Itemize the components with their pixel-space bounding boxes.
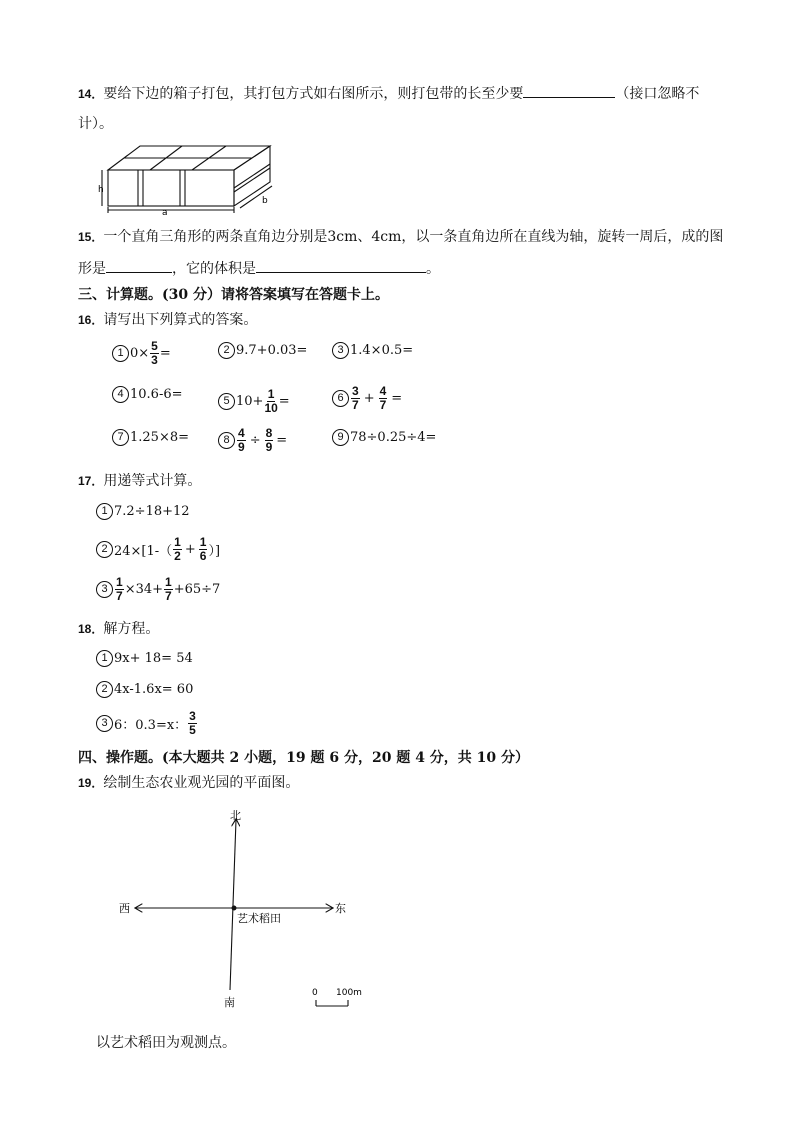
q16-number: 16． xyxy=(78,313,104,327)
q15-line2-b: ，它的体积是 xyxy=(172,261,256,277)
q18-item-2 xyxy=(96,681,193,698)
q17-item-3 xyxy=(96,576,220,603)
q18-number: 18． xyxy=(78,622,104,636)
q19-number: 19． xyxy=(78,776,104,790)
expr-eq: = xyxy=(159,346,171,361)
fraction: $\frac{1}{2}$ xyxy=(174,535,181,563)
fraction: $\frac{1}{7}$ xyxy=(116,575,123,603)
q18-item-3 xyxy=(96,710,198,737)
fig-label-a: a xyxy=(162,208,168,216)
center-point xyxy=(232,906,237,911)
west-label: 西 xyxy=(119,902,130,915)
circle-number: 3 xyxy=(332,342,349,359)
circle-number: 3 xyxy=(96,581,113,598)
q16-header xyxy=(78,310,257,330)
circle-number: 6 xyxy=(332,390,349,407)
q15-line2 xyxy=(78,258,440,279)
scale-100m: 100m xyxy=(336,988,362,998)
q15-shape-blank[interactable] xyxy=(106,258,172,273)
expr: 6：0.3=x： xyxy=(114,718,188,733)
q14-line2: 计）。 xyxy=(78,116,113,132)
operator: ÷ xyxy=(249,433,261,448)
circle-number: 2 xyxy=(218,342,235,359)
east-label: 东 xyxy=(335,902,346,915)
q18-header xyxy=(78,619,159,639)
q15-line2-a: 形是 xyxy=(78,261,106,277)
fig-label-b: b xyxy=(262,196,268,206)
north-south-axis xyxy=(230,820,236,990)
q16-item-5 xyxy=(218,388,290,415)
q16-item-2 xyxy=(218,342,307,359)
expr: 9x+ 18= 54 xyxy=(114,651,193,666)
q16-item-3 xyxy=(332,342,413,359)
circle-number: 1 xyxy=(96,650,113,667)
operator: + xyxy=(363,391,375,406)
expr-eq: = xyxy=(278,394,290,409)
expr: ×34+ xyxy=(124,582,164,597)
fraction: $\frac{4}{9}$ xyxy=(238,426,245,454)
circle-number: 9 xyxy=(332,429,349,446)
fraction: $\frac{3}{5}$ xyxy=(189,709,196,737)
q17-text: 用递等式计算。 xyxy=(103,473,202,489)
circle-number: 4 xyxy=(112,386,129,403)
fraction: $\frac{1}{7}$ xyxy=(165,575,172,603)
q17-header xyxy=(78,471,201,491)
q14-number: 14． xyxy=(78,87,104,101)
box-figure xyxy=(96,140,286,216)
q16-item-7 xyxy=(112,429,189,446)
section3-title: 三、计算题。(30 分）请将答案填写在答题卡上。 xyxy=(78,287,389,303)
fraction: $\frac{1}{10}$ xyxy=(264,387,278,415)
q19-text: 绘制生态农业观光园的平面图。 xyxy=(103,775,300,791)
circle-number: 3 xyxy=(96,715,113,732)
q19-header xyxy=(78,773,299,793)
q16-item-1 xyxy=(112,340,171,367)
fraction: $\frac{1}{6}$ xyxy=(199,535,207,563)
expr-tail: +65÷7 xyxy=(173,582,221,597)
section4-title: 四、操作题。(本大题共 2 小题，19 题 6 分，20 题 4 分，共 10 分） xyxy=(78,750,530,766)
expr: 10.6-6= xyxy=(130,387,183,402)
expr-eq: = xyxy=(391,391,403,406)
fraction: $\frac{5}{3}$ xyxy=(151,339,158,367)
scale-zero: 0 xyxy=(312,988,318,998)
q14-tail: （接口忽略不 xyxy=(615,86,700,102)
expr: 1.4×0.5= xyxy=(350,343,414,358)
circle-number: 1 xyxy=(96,503,113,520)
north-label: 北 xyxy=(230,809,241,822)
q14-text: 要给下边的箱子打包，其打包方式如右图所示，则打包带的长至少要 xyxy=(103,86,524,102)
q14-line1 xyxy=(78,83,699,104)
circle-number: 8 xyxy=(218,432,235,449)
fig-label-h: h xyxy=(98,185,104,195)
center-label: 艺术稻田 xyxy=(237,912,281,925)
q18-item-1 xyxy=(96,650,193,667)
q17-item-2 xyxy=(96,536,220,563)
expr-close: ）] xyxy=(208,544,221,559)
q15-line2-c: 。 xyxy=(426,261,440,277)
circle-number: 2 xyxy=(96,681,113,698)
q16-item-9 xyxy=(332,429,436,446)
circle-number: 1 xyxy=(112,345,129,362)
q15-number: 15． xyxy=(78,230,104,244)
expr: 1.25×8= xyxy=(130,430,190,445)
q15-line1 xyxy=(78,227,723,247)
q16-text: 请写出下列算式的答案。 xyxy=(103,312,258,328)
expr: 9.7+0.03= xyxy=(236,343,308,358)
expr: 10+ xyxy=(236,394,264,409)
q19-note: 以艺术稻田为观测点。 xyxy=(96,1035,236,1051)
q15-volume-blank[interactable] xyxy=(256,258,426,273)
q14-answer-blank[interactable] xyxy=(523,83,615,98)
south-label: 南 xyxy=(224,996,235,1009)
circle-number: 7 xyxy=(112,429,129,446)
circle-number: 2 xyxy=(96,541,113,558)
operator: + xyxy=(184,542,196,557)
q17-number: 17． xyxy=(78,474,104,488)
expr: 0× xyxy=(130,346,150,361)
circle-number: 5 xyxy=(218,393,235,410)
expr: 4x-1.6x= 60 xyxy=(114,682,194,697)
q15-text: 一个直角三角形的两条直角边分别是3cm、4cm，以一条直角边所在直线为轴，旋转一周后，成的图 xyxy=(103,229,724,245)
fraction: $\frac{3}{7}$ xyxy=(352,384,359,412)
expr-eq: = xyxy=(276,433,288,448)
fraction: $\frac{8}{9}$ xyxy=(265,426,273,454)
q16-item-6 xyxy=(332,385,402,412)
fraction: $\frac{4}{7}$ xyxy=(379,384,387,412)
compass-diagram xyxy=(110,800,380,1020)
q17-item-1 xyxy=(96,503,190,520)
expr: 78÷0.25÷4= xyxy=(350,430,437,445)
expr: 24×[1-（ xyxy=(114,544,173,559)
expr: 7.2÷18+12 xyxy=(114,504,190,519)
q16-item-8 xyxy=(218,427,287,454)
q16-item-4 xyxy=(112,386,183,403)
q18-text: 解方程。 xyxy=(103,621,160,637)
